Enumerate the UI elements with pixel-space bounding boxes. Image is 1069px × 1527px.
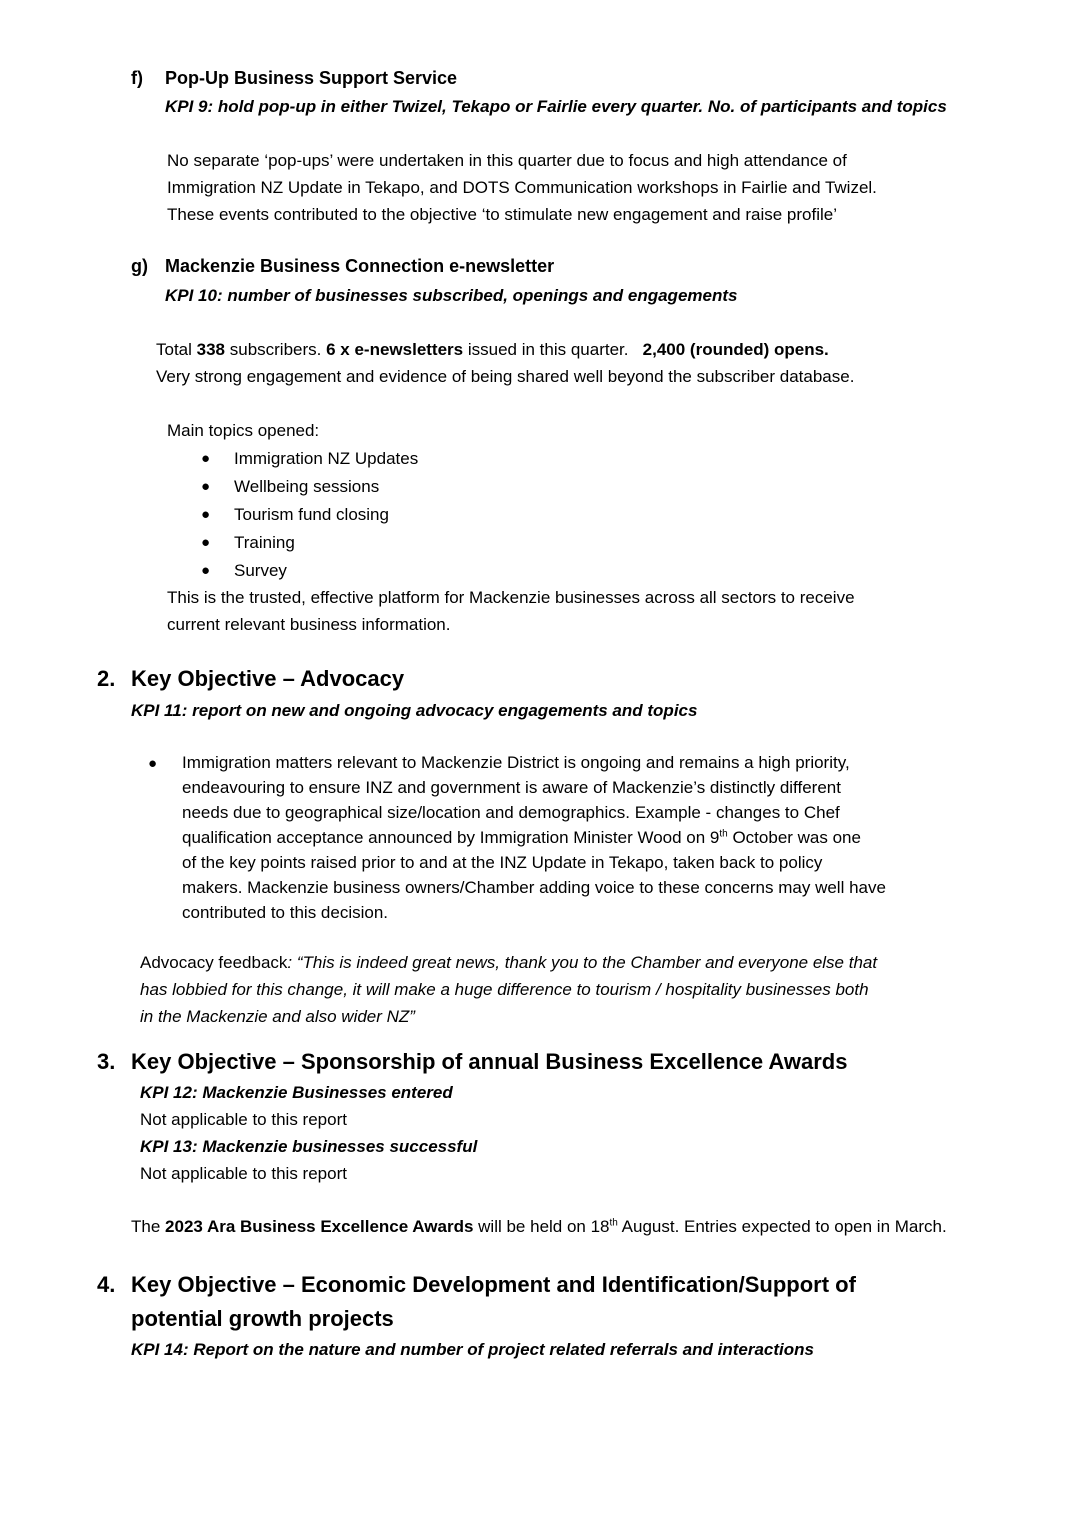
body-line: These events contributed to the objective ‘to stimulate new engagement and raise profile’ <box>167 205 838 224</box>
topic-item: Survey <box>234 561 287 580</box>
text-segment: will be held on 18 <box>473 1217 610 1236</box>
opens-count: 2,400 (rounded) opens. <box>642 340 829 359</box>
section-f-marker: f) <box>131 68 143 88</box>
body-line: Immigration NZ Update in Tekapo, and DOTS Communication workshops in Fairlie and Twizel. <box>167 178 877 197</box>
section-g-title: Mackenzie Business Connection e-newsletter <box>165 256 555 276</box>
section-2-kpi: KPI 11: report on new and ongoing advocacy engagements and topics <box>131 701 698 720</box>
newsletter-count: 6 x e-newsletters <box>326 340 464 359</box>
feedback-quote: has lobbied for this change, it will make a huge difference to tourism / hospitality businesses both <box>140 980 869 999</box>
awards-line <box>131 1213 947 1240</box>
ordinal-suffix: th <box>609 1217 618 1229</box>
advocacy-feedback <box>140 949 877 1030</box>
section-f-title: Pop-Up Business Support Service <box>165 68 458 88</box>
body-line: Immigration matters relevant to Mackenzie District is ongoing and remains a high priority, <box>182 753 850 772</box>
section-f-kpi: KPI 9: hold pop-up in either Twizel, Tekapo or Fairlie every quarter. No. of participants and topics <box>165 97 947 116</box>
topic-item: Wellbeing sessions <box>234 477 380 496</box>
subscriber-count: 338 <box>196 340 226 359</box>
section-4-title-line2: potential growth projects <box>131 1306 394 1331</box>
feedback-quote: : “This is indeed great news, thank you to the Chamber and everyone else that <box>287 953 878 972</box>
section-2-number: 2. <box>97 666 116 691</box>
body-line: makers. Mackenzie business owners/Chamber adding voice to these concerns may well have <box>182 878 886 897</box>
topics-label: Main topics opened: <box>167 421 320 440</box>
body-line: This is the trusted, effective platform for Mackenzie businesses across all sectors to receive <box>167 588 855 607</box>
section-3-title: Key Objective – Sponsorship of annual Business Excellence Awards <box>131 1049 848 1074</box>
section-3-number: 3. <box>97 1049 116 1074</box>
section-g-marker: g) <box>131 256 148 276</box>
stats-text: subscribers. <box>225 340 327 359</box>
bullet-icon: ● <box>201 506 211 523</box>
section-4-title-line1: Key Objective – Economic Development and Identification/Support of <box>131 1272 856 1297</box>
engagement-line: Very strong engagement and evidence of being shared well beyond the subscriber database. <box>156 367 855 386</box>
newsletter-stats <box>156 336 829 363</box>
bullet-icon: ● <box>201 450 211 467</box>
topic-item: Training <box>234 533 295 552</box>
awards-name: 2023 Ara Business Excellence Awards <box>165 1217 474 1236</box>
body-line <box>182 825 886 850</box>
advocacy-bullet <box>182 750 886 925</box>
bullet-icon: ● <box>201 534 211 551</box>
section-4-number: 4. <box>97 1272 116 1297</box>
body-line: current relevant business information. <box>167 615 451 634</box>
bullet-icon: ● <box>148 755 158 772</box>
section-g-kpi: KPI 10: number of businesses subscribed, openings and engagements <box>165 286 738 305</box>
body-line: endeavouring to ensure INZ and government is aware of Mackenzie’s distinctly different <box>182 778 841 797</box>
text-segment: The <box>131 1217 166 1236</box>
feedback-quote: in the Mackenzie and also wider NZ” <box>140 1007 415 1026</box>
text-segment: qualification acceptance announced by Immigration Minister Wood on 9 <box>182 828 720 847</box>
section-f-body <box>167 147 877 228</box>
stats-text: issued in this quarter. <box>463 340 643 359</box>
bullet-icon: ● <box>201 478 211 495</box>
body-line: needs due to geographical size/location and demographics. Example - changes to Chef <box>182 803 840 822</box>
section-4-kpi: KPI 14: Report on the nature and number of project related referrals and interactions <box>131 1340 814 1359</box>
body-line <box>140 949 877 976</box>
body-line: No separate ‘pop-ups’ were undertaken in this quarter due to focus and high attendance of <box>167 151 847 170</box>
kpi-13-note: Not applicable to this report <box>140 1164 347 1183</box>
body-line: contributed to this decision. <box>182 903 389 922</box>
kpi-12-note: Not applicable to this report <box>140 1110 347 1129</box>
section-2-title: Key Objective – Advocacy <box>131 666 405 691</box>
kpi-13: KPI 13: Mackenzie businesses successful <box>140 1137 478 1156</box>
ordinal-suffix: th <box>719 828 728 840</box>
body-line: of the key points raised prior to and at the INZ Update in Tekapo, taken back to policy <box>182 853 823 872</box>
section-g-closing <box>167 584 855 638</box>
kpi-12: KPI 12: Mackenzie Businesses entered <box>140 1083 453 1102</box>
topic-item: Tourism fund closing <box>234 505 389 524</box>
feedback-label: Advocacy feedback <box>140 953 288 972</box>
stats-prefix: Total <box>156 340 197 359</box>
bullet-icon: ● <box>201 562 211 579</box>
topic-item: Immigration NZ Updates <box>234 449 419 468</box>
text-segment: October was one <box>727 828 861 847</box>
text-segment: August. Entries expected to open in March. <box>617 1217 947 1236</box>
